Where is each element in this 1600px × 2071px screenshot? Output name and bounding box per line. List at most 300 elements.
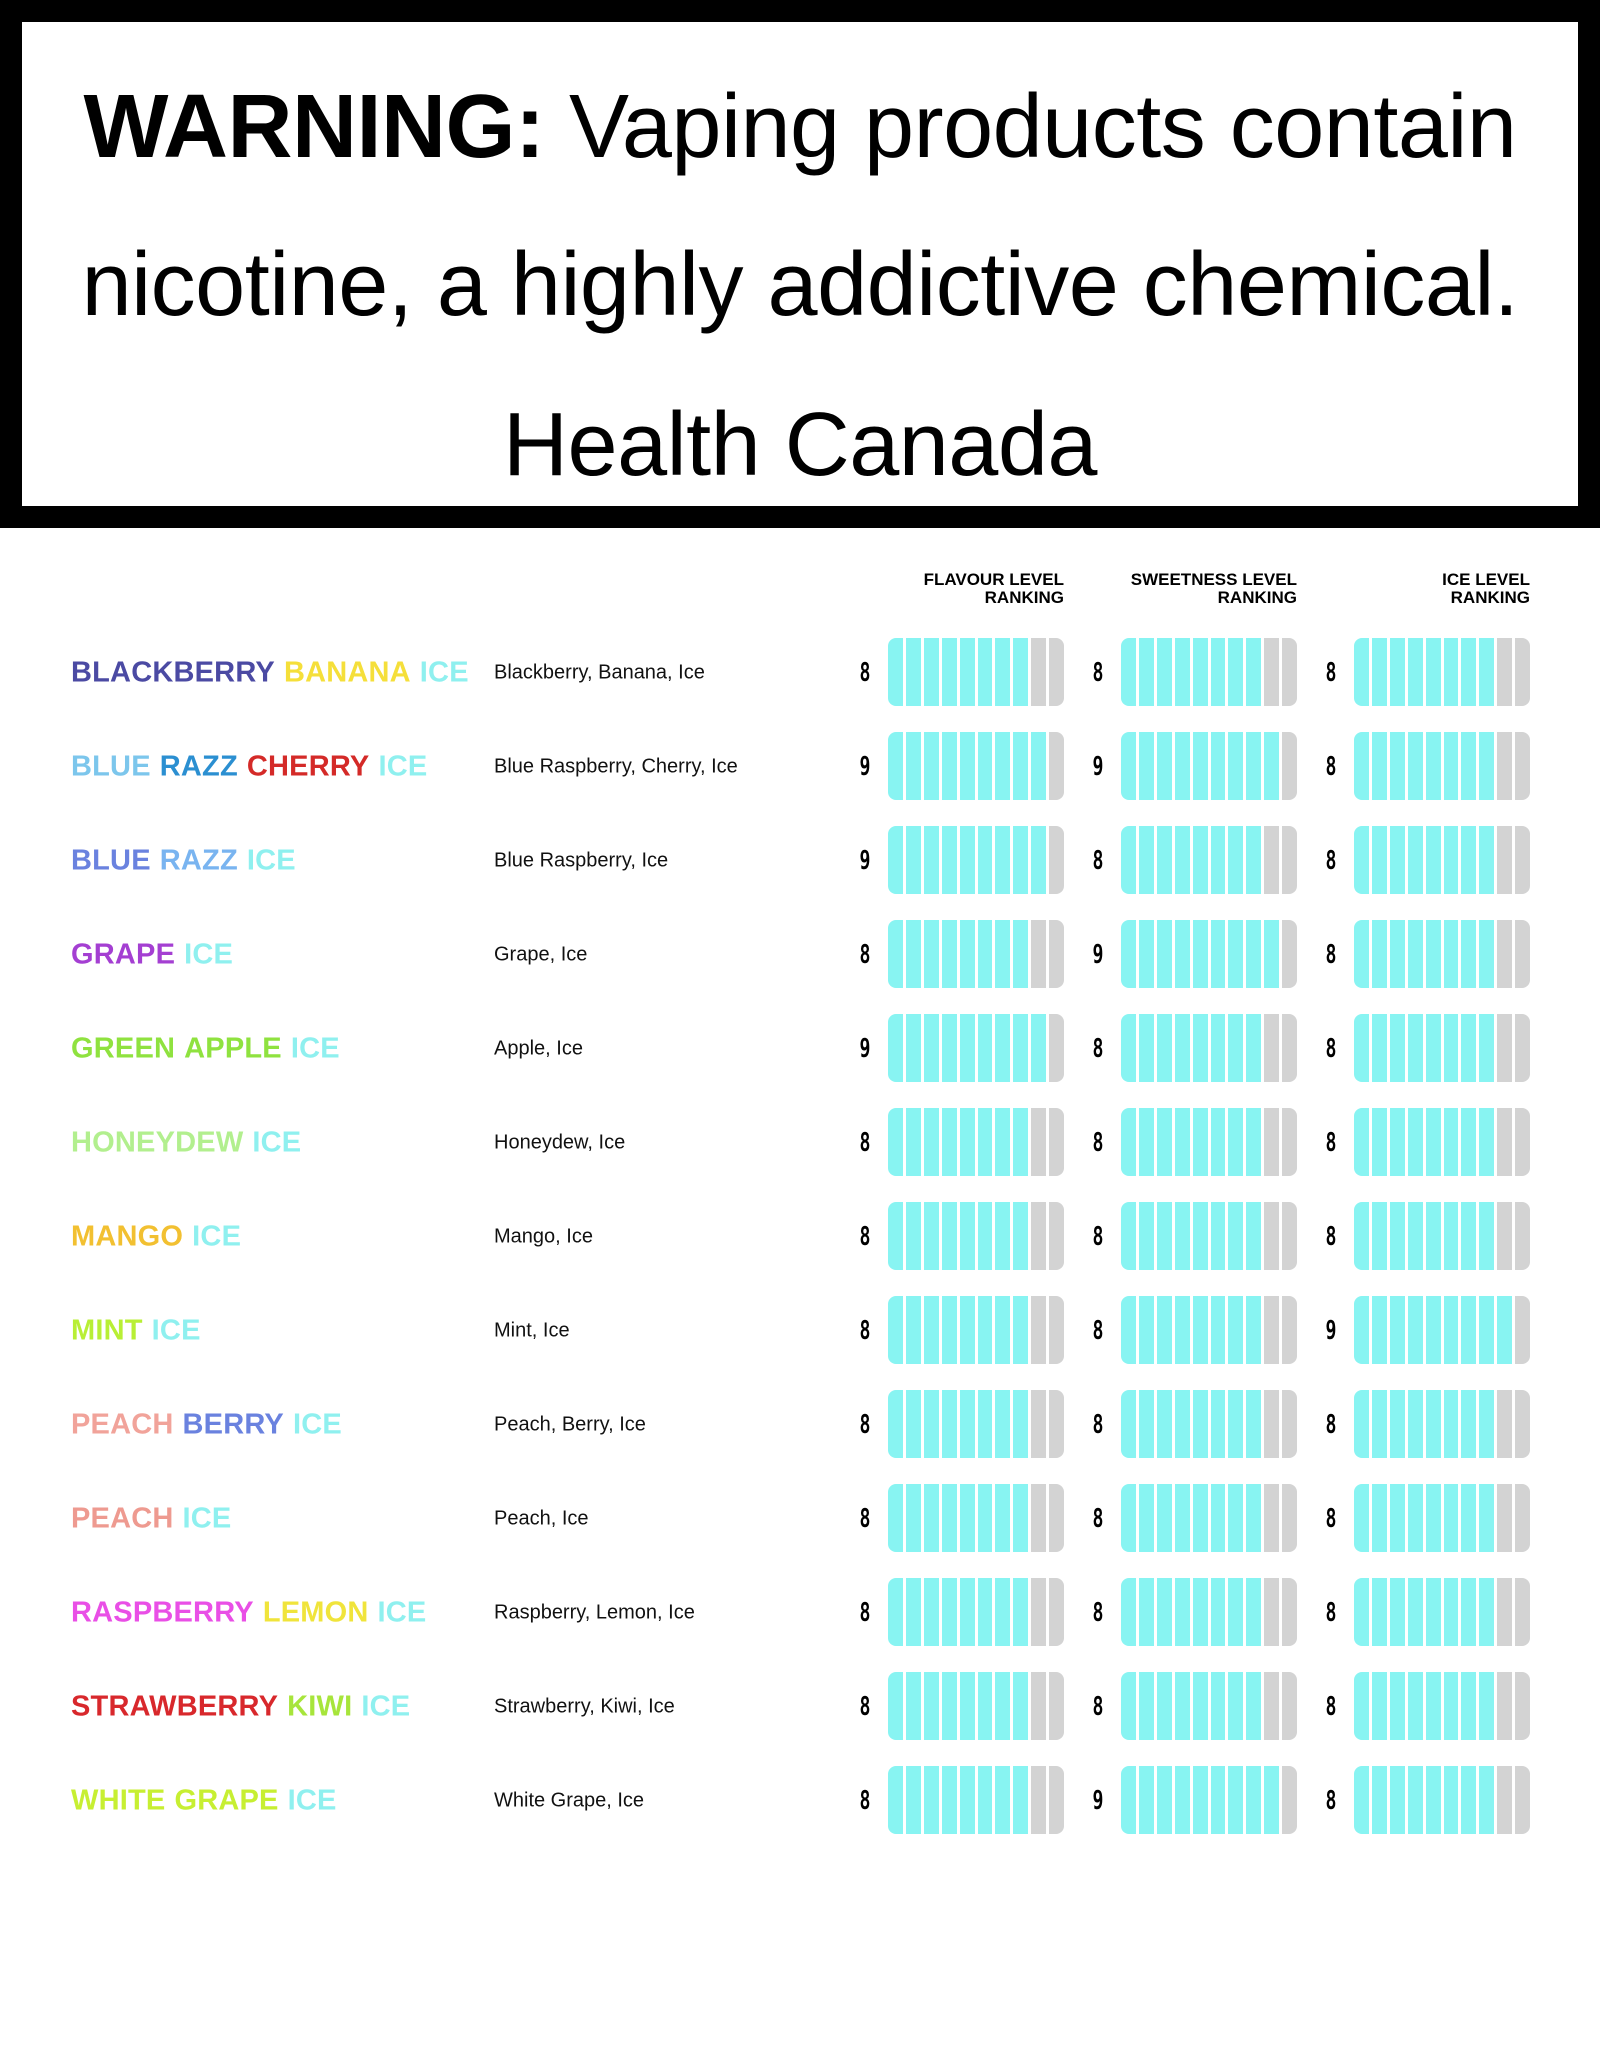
flavour-level-value: 9 [859,1034,871,1064]
sweetness-level-bar [1121,920,1297,988]
bar-segment [1479,732,1494,800]
bar-segment [1175,638,1190,706]
sweetness-level-bar [1121,826,1297,894]
bar-segment [1426,1484,1441,1552]
flavour-name-word: ICE [419,656,469,689]
bar-segment [1497,1014,1512,1082]
bar-segment [1228,1202,1243,1270]
bar-segment [1497,826,1512,894]
bar-segment [1426,1108,1441,1176]
bar-segment [1193,826,1208,894]
bar-segment [1444,1766,1459,1834]
flavour-name-word: BLUE [71,750,151,783]
bar-segment [924,920,939,988]
bar-segment [1515,1108,1530,1176]
bar-segment [1479,1202,1494,1270]
sweetness-level-bar [1121,1578,1297,1646]
flavour-header-line-1: FLAVOUR LEVEL [923,570,1064,589]
bar-segment [1211,1014,1226,1082]
bar-segment [1175,1202,1190,1270]
bar-segment [942,920,957,988]
bar-segment [1354,920,1369,988]
bar-segment [1497,1108,1512,1176]
bar-segment [1282,1390,1297,1458]
bar-segment [888,826,903,894]
bar-segment [1013,732,1028,800]
bar-segment [1390,638,1405,706]
flavour-notes: Blue Raspberry, Ice [494,849,669,872]
ice-level-bar [1354,826,1530,894]
ice-level-header [1350,571,1530,607]
bar-segment [1444,1108,1459,1176]
bar-segment [1479,826,1494,894]
bar-segment [1479,920,1494,988]
flavour-name-word: ICE [361,1690,411,1723]
bar-segment [1157,826,1172,894]
bar-segment [1139,638,1154,706]
bar-segment [1049,1484,1064,1552]
bar-segment [1354,1672,1369,1740]
bar-segment [1175,1390,1190,1458]
sweetness-level-bar [1121,732,1297,800]
bar-segment [978,1766,993,1834]
flavour-name-word: ICE [151,1314,201,1347]
bar-segment [1049,732,1064,800]
flavour-name-word: ICE [287,1784,337,1817]
bar-segment [1426,1202,1441,1270]
bar-segment [1497,1672,1512,1740]
bar-segment [1228,1672,1243,1740]
bar-segment [1390,1390,1405,1458]
bar-segment [1497,1766,1512,1834]
bar-segment [1049,638,1064,706]
bar-segment [1372,732,1387,800]
bar-segment [1282,1202,1297,1270]
bar-segment [1372,1766,1387,1834]
bar-segment [1515,1014,1530,1082]
table-row [0,732,1600,802]
bar-segment [1444,1296,1459,1364]
bar-segment [1228,826,1243,894]
flavour-notes: Blackberry, Banana, Ice [494,661,705,684]
flavour-notes: Grape, Ice [494,943,588,966]
bar-segment [978,1296,993,1364]
flavour-level-bar [888,1296,1064,1364]
bar-segment [1228,1108,1243,1176]
flavour-name-word: ICE [192,1220,242,1253]
ice-level-bar [1354,1108,1530,1176]
warning-line-1 [22,77,1578,177]
bar-segment [906,1578,921,1646]
flavour-notes: Apple, Ice [494,1037,583,1060]
table-row [0,1578,1600,1648]
bar-segment [1013,920,1028,988]
sweetness-level-value: 8 [1092,658,1104,688]
bar-segment [1013,1108,1028,1176]
ice-level-value: 8 [1325,1128,1337,1158]
flavour-level-value: 8 [859,1692,871,1722]
bar-segment [1444,1014,1459,1082]
bar-segment [960,1014,975,1082]
bar-segment [1390,1202,1405,1270]
bar-segment [995,826,1010,894]
flavour-level-bar [888,1390,1064,1458]
bar-segment [960,826,975,894]
bar-segment [1497,1390,1512,1458]
bar-segment [1426,1578,1441,1646]
bar-segment [1408,1108,1423,1176]
bar-segment [1049,1108,1064,1176]
bar-segment [888,1484,903,1552]
flavour-level-header [880,571,1064,607]
ice-level-bar [1354,1484,1530,1552]
bar-segment [1479,1484,1494,1552]
bar-segment [1354,1390,1369,1458]
table-row [0,638,1600,708]
bar-segment [1211,920,1226,988]
bar-segment [1175,1578,1190,1646]
flavour-level-bar [888,826,1064,894]
bar-segment [1408,1014,1423,1082]
bar-segment [1479,1766,1494,1834]
bar-segment [995,1578,1010,1646]
sweetness-level-value: 8 [1092,1128,1104,1158]
bar-segment [1264,638,1279,706]
bar-segment [1515,1672,1530,1740]
bar-segment [960,1484,975,1552]
bar-segment [1175,1672,1190,1740]
ice-level-bar [1354,1578,1530,1646]
bar-segment [1354,1202,1369,1270]
flavour-level-value: 8 [859,1786,871,1816]
bar-segment [1497,638,1512,706]
bar-segment [1175,1766,1190,1834]
sweetness-level-value: 8 [1092,1504,1104,1534]
bar-segment [1031,638,1046,706]
sweetness-level-bar [1121,638,1297,706]
bar-segment [995,732,1010,800]
flavour-level-value: 8 [859,1504,871,1534]
bar-segment [1372,638,1387,706]
sweetness-level-value: 8 [1092,1692,1104,1722]
flavour-name [71,1316,451,1347]
bar-segment [960,1390,975,1458]
flavour-name [71,1692,451,1723]
bar-segment [960,638,975,706]
sweetness-level-value: 9 [1092,1786,1104,1816]
bar-segment [995,1108,1010,1176]
bar-segment [1497,1484,1512,1552]
bar-segment [1264,1296,1279,1364]
flavour-level-value: 8 [859,1128,871,1158]
bar-segment [1193,1202,1208,1270]
bar-segment [1444,638,1459,706]
flavour-level-bar [888,1202,1064,1270]
table-row [0,826,1600,896]
ice-level-value: 8 [1325,752,1337,782]
bar-segment [1193,1296,1208,1364]
bar-segment [1246,1014,1261,1082]
bar-segment [978,638,993,706]
bar-segment [995,1202,1010,1270]
bar-segment [1049,1296,1064,1364]
bar-segment [888,1578,903,1646]
flavour-name-word: PEACH [71,1502,174,1535]
bar-segment [1408,1202,1423,1270]
bar-segment [1372,1202,1387,1270]
bar-segment [1157,1296,1172,1364]
bar-segment [1461,1672,1476,1740]
bar-segment [906,638,921,706]
bar-segment [1426,1766,1441,1834]
bar-segment [995,1672,1010,1740]
ice-level-value: 8 [1325,1222,1337,1252]
ice-level-value: 8 [1325,940,1337,970]
bar-segment [1031,1296,1046,1364]
bar-segment [1211,1202,1226,1270]
bar-segment [1013,1766,1028,1834]
flavour-name-word: BANANA [283,656,411,689]
bar-segment [1228,1578,1243,1646]
warning-line-2: nicotine, a highly addictive chemical. [81,235,1519,335]
flavour-notes: Blue Raspberry, Cherry, Ice [494,755,738,778]
flavour-name-word: ICE [290,1032,340,1065]
bar-segment [1013,1390,1028,1458]
sweetness-level-value: 8 [1092,846,1104,876]
bar-segment [1282,1296,1297,1364]
bar-segment [942,638,957,706]
bar-segment [1031,1484,1046,1552]
bar-segment [1049,1672,1064,1740]
bar-segment [1193,1484,1208,1552]
bar-segment [978,920,993,988]
bar-segment [906,1390,921,1458]
flavour-level-value: 9 [859,752,871,782]
bar-segment [1426,638,1441,706]
flavour-name-word: MANGO [71,1220,184,1253]
flavour-level-bar [888,1484,1064,1552]
bar-segment [906,1672,921,1740]
bar-segment [1264,1108,1279,1176]
bar-segment [1461,826,1476,894]
bar-segment [942,1672,957,1740]
bar-segment [942,1202,957,1270]
bar-segment [978,1672,993,1740]
bar-segment [1013,638,1028,706]
flavour-name-word: ICE [182,1502,232,1535]
flavour-level-bar [888,1672,1064,1740]
bar-segment [1013,1296,1028,1364]
bar-segment [942,826,957,894]
bar-segment [1031,826,1046,894]
ice-level-value: 8 [1325,658,1337,688]
bar-segment [1354,1484,1369,1552]
bar-segment [942,1390,957,1458]
bar-segment [924,638,939,706]
bar-segment [924,732,939,800]
bar-segment [1408,920,1423,988]
bar-segment [942,1296,957,1364]
bar-segment [1461,732,1476,800]
bar-segment [1408,732,1423,800]
bar-segment [1497,732,1512,800]
bar-segment [924,1390,939,1458]
sweetness-level-value: 9 [1092,940,1104,970]
warning-box [22,22,1578,506]
bar-segment [1264,1672,1279,1740]
table-row [0,1672,1600,1742]
flavour-name [71,846,451,877]
bar-segment [1479,638,1494,706]
bar-segment [1497,920,1512,988]
bar-segment [1246,1202,1261,1270]
bar-segment [1282,1766,1297,1834]
bar-segment [978,1484,993,1552]
bar-segment [1246,638,1261,706]
bar-segment [1139,826,1154,894]
bar-segment [1372,1484,1387,1552]
bar-segment [978,732,993,800]
bar-segment [1211,1766,1226,1834]
bar-segment [1139,1390,1154,1458]
bar-segment [1515,1484,1530,1552]
bar-segment [1264,732,1279,800]
bar-segment [1211,1296,1226,1364]
bar-segment [1139,1578,1154,1646]
bar-segment [1121,1014,1136,1082]
flavour-level-bar [888,920,1064,988]
bar-segment [1264,1390,1279,1458]
bar-segment [942,1014,957,1082]
flavour-level-value: 8 [859,940,871,970]
bar-segment [1175,1296,1190,1364]
flavour-name-word: HONEYDEW [71,1126,244,1159]
bar-segment [1390,826,1405,894]
flavour-name [71,1410,451,1441]
table-row [0,920,1600,990]
bar-segment [1372,1108,1387,1176]
bar-segment [1175,920,1190,988]
bar-segment [1193,638,1208,706]
bar-segment [1211,1108,1226,1176]
bar-segment [1444,1578,1459,1646]
bar-segment [1175,1014,1190,1082]
bar-segment [1497,1296,1512,1364]
bar-segment [1246,1578,1261,1646]
bar-segment [1175,826,1190,894]
bar-segment [1121,1766,1136,1834]
bar-segment [1479,1014,1494,1082]
bar-segment [978,1578,993,1646]
flavour-level-bar [888,732,1064,800]
bar-segment [1354,1014,1369,1082]
bar-segment [995,1296,1010,1364]
bar-segment [888,1014,903,1082]
bar-segment [1211,732,1226,800]
bar-segment [906,1014,921,1082]
bar-segment [1390,1014,1405,1082]
flavour-level-bar [888,638,1064,706]
bar-segment [1121,1484,1136,1552]
flavour-name-word: STRAWBERRY [71,1690,279,1723]
bar-segment [1139,1484,1154,1552]
ice-level-value: 8 [1325,1598,1337,1628]
flavour-name-word: APPLE [184,1032,282,1065]
bar-segment [1479,1296,1494,1364]
bar-segment [1390,920,1405,988]
bar-segment [1049,1390,1064,1458]
bar-segment [1157,1672,1172,1740]
bar-segment [1479,1672,1494,1740]
bar-segment [942,1484,957,1552]
bar-segment [1372,1390,1387,1458]
bar-segment [1426,1014,1441,1082]
sweetness-level-bar [1121,1296,1297,1364]
warning-label: WARNING: [83,77,545,177]
bar-segment [1121,1108,1136,1176]
bar-segment [888,1766,903,1834]
bar-segment [978,1390,993,1458]
bar-segment [1426,1296,1441,1364]
bar-segment [1390,1484,1405,1552]
flavour-name-word: GRAPE [174,1784,279,1817]
flavour-name-word: ICE [184,938,234,971]
bar-segment [960,1578,975,1646]
ice-level-value: 8 [1325,1034,1337,1064]
bar-segment [1461,1766,1476,1834]
flavour-notes: Honeydew, Ice [494,1131,626,1154]
flavour-level-value: 8 [859,1222,871,1252]
bar-segment [1246,1390,1261,1458]
bar-segment [1157,638,1172,706]
bar-segment [1157,732,1172,800]
bar-segment [1175,1108,1190,1176]
bar-segment [1121,638,1136,706]
bar-segment [1390,1578,1405,1646]
bar-segment [1049,920,1064,988]
bar-segment [1461,1014,1476,1082]
sweetness-level-value: 8 [1092,1222,1104,1252]
warning-line-1-text: Vaping products contain [544,77,1517,177]
bar-segment [1031,1108,1046,1176]
bar-segment [906,826,921,894]
bar-segment [1157,1766,1172,1834]
bar-segment [1139,1766,1154,1834]
bar-segment [960,1202,975,1270]
bar-segment [1408,826,1423,894]
bar-segment [1157,1014,1172,1082]
bar-segment [960,1766,975,1834]
sweetness-header-line-2: RANKING [1217,588,1297,607]
ice-level-bar [1354,1296,1530,1364]
bar-segment [1390,732,1405,800]
bar-segment [1461,920,1476,988]
bar-segment [1228,1296,1243,1364]
bar-segment [1282,732,1297,800]
bar-segment [1264,1578,1279,1646]
bar-segment [1246,826,1261,894]
flavour-name [71,656,469,689]
bar-segment [1461,1484,1476,1552]
flavour-name [71,1128,451,1159]
bar-segment [1444,1202,1459,1270]
bar-segment [1282,1578,1297,1646]
flavour-name-word: BLACKBERRY [71,656,275,689]
bar-segment [1228,1014,1243,1082]
bar-segment [1354,732,1369,800]
bar-segment [1031,1014,1046,1082]
bar-segment [906,1108,921,1176]
